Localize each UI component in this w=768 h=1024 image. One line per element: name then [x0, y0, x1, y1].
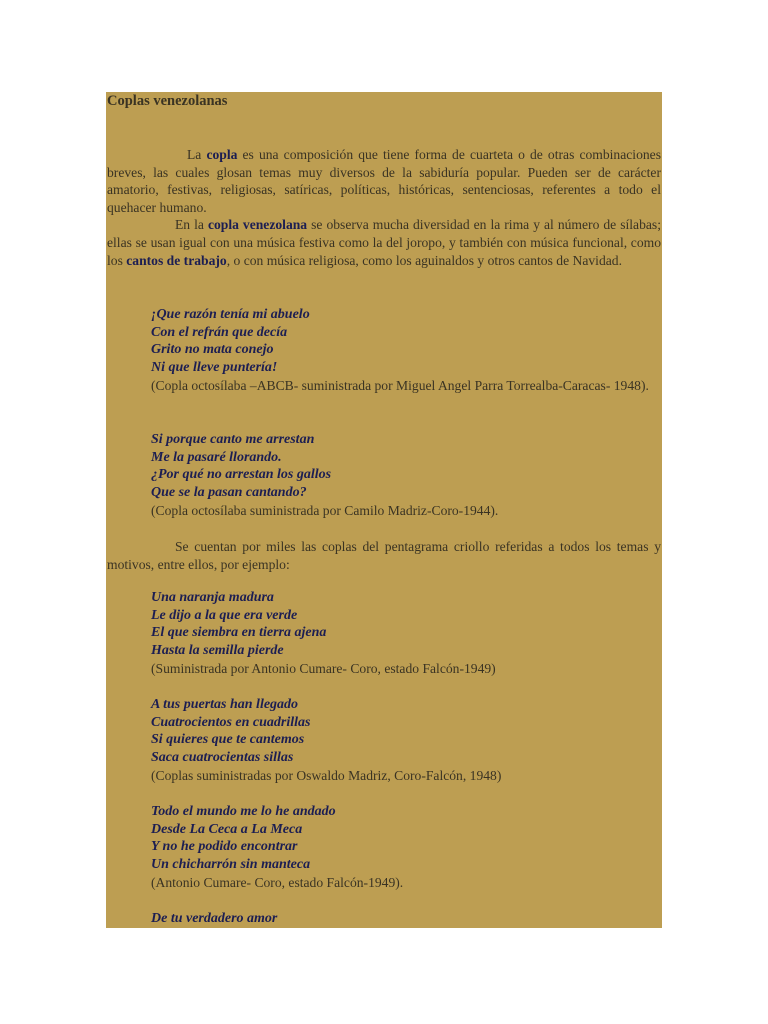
verse-line: Todo el mundo me lo he andado — [151, 804, 336, 819]
copla-6 — [151, 910, 661, 928]
verse-line: Cuatrocientos en cuadrillas — [151, 714, 311, 730]
verse-line: Que se la pasan cantando? — [151, 485, 307, 501]
verse-line: A tus puertas han llegado — [151, 697, 299, 712]
term-copla: copla — [206, 147, 238, 162]
verse-line: Si quieres que te cantemos — [151, 732, 305, 748]
copla-3-source: (Suministrada por Antonio Cumare- Coro, estado Falcón-1949) — [151, 660, 496, 676]
verse-line: Un chicharrón sin manteca — [151, 857, 311, 873]
verse-line: ¿Por qué no arrestan los gallos — [151, 467, 332, 483]
verse-line: ¡Que razón tenía mi abuelo — [151, 307, 310, 322]
verse-line: De tu verdadero amor — [151, 911, 278, 926]
copla-1-source — [107, 377, 661, 395]
verse-line: Hasta la semilla pierde — [151, 643, 284, 659]
verse-line: Saca cuatrocientas sillas — [151, 750, 294, 766]
term-copla-venezolana: copla venezolana — [207, 217, 308, 233]
document-page — [106, 92, 662, 928]
middle-paragraph — [107, 538, 661, 573]
intro-p2-ending: , o con música religiosa, como los aguinaldos y otros cantos de Navidad. — [226, 252, 622, 268]
verse-line: Una naranja madura — [151, 590, 274, 605]
copla-3 — [151, 589, 661, 678]
intro-paragraph — [107, 146, 661, 269]
verse-line: El que siembra en tierra ajena — [151, 625, 327, 641]
copla-5 — [151, 803, 661, 892]
verse-line: Desde La Ceca a La Meca — [151, 821, 303, 837]
verse-line: Grito no mata conejo — [151, 342, 274, 358]
intro-p1-text: es una composición que tiene forma de cuarteta o de otras combinaciones breves, las cuales glosan temas muy diversos de la sabiduría popular. Pueden ser de carácter amatorio, festivas, religiosas, satíricas, políticas, históricas, sentenciosas, referentes a todo el quehacer humano. — [107, 147, 661, 215]
verse-line: Con el refrán que decía — [151, 324, 288, 340]
intro-p1-prefix: La — [187, 147, 207, 162]
intro-p2-text: se observa mucha diversidad en la rima y al número de sílabas; ellas se usan igual con una música festiva como la del joropo, y también con música funcional, como los — [107, 217, 661, 268]
verse-line: Le dijo a la que era verde — [151, 607, 298, 623]
term-cantos-de-trabajo: cantos de trabajo — [126, 252, 227, 268]
verse-line: Y no he podido encontrar — [151, 839, 298, 855]
verse-line: Me la pasaré llorando. — [151, 449, 282, 465]
verse-line: Si porque canto me arrestan — [151, 432, 315, 447]
middle-paragraph-text: Se cuentan por miles las coplas del pentagrama criollo referidas a todos los temas y motivos, entre ellos, por ejemplo: — [107, 539, 661, 572]
copla-1 — [151, 306, 661, 377]
copla-2 — [151, 431, 661, 520]
copla-2-source: (Copla octosílaba suministrada por Camilo Madriz-Coro-1944). — [151, 502, 499, 518]
source-text: (Copla octosílaba –ABCB- suministrada por Miguel Angel Parra Torrealba-Caracas- 1948). — [151, 378, 649, 393]
intro-p2-prefix: En la — [175, 217, 208, 233]
copla-4-source: (Coplas suministradas por Oswaldo Madriz, Coro-Falcón, 1948) — [151, 767, 502, 783]
verse-line: Ni que lleve puntería! — [151, 360, 278, 376]
document-title: Coplas venezolanas — [107, 93, 228, 109]
copla-4 — [151, 696, 661, 785]
copla-5-source: (Antonio Cumare- Coro, estado Falcón-1949). — [151, 874, 404, 890]
